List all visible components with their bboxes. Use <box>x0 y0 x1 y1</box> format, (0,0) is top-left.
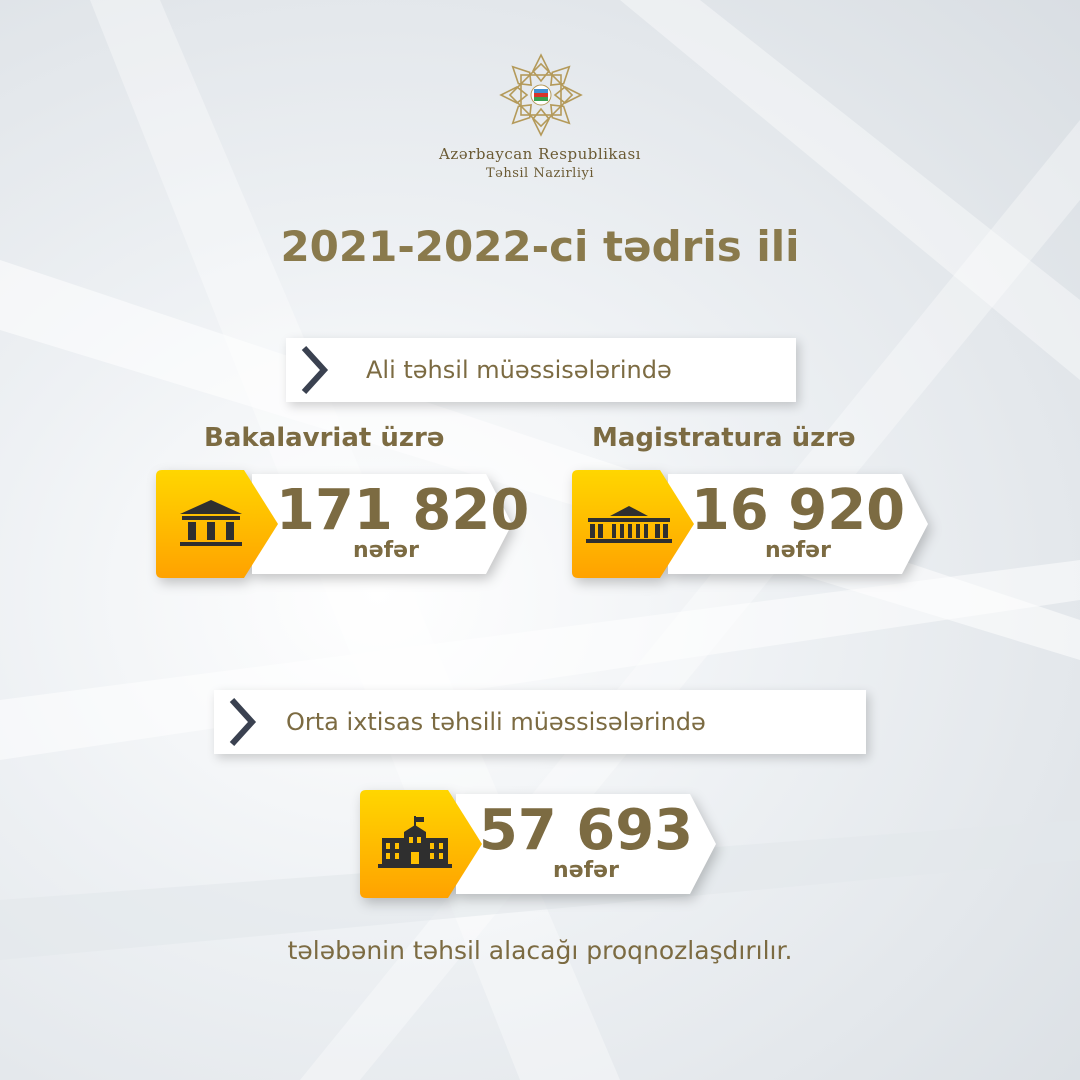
bachelor-stat-card <box>156 470 530 578</box>
vocational-count: 57 693 <box>478 798 694 863</box>
ministry-emblem-logo <box>498 52 584 138</box>
ministry-name-line1: Azərbaycan Respublikası <box>439 145 641 163</box>
footer-note: tələbənin təhsil alacağı proqnozlaşdırılır. <box>287 936 793 965</box>
master-count: 16 920 <box>690 478 906 543</box>
ministry-name-line2: Təhsil Nazirliyi <box>485 166 595 181</box>
chevron-right-icon <box>224 696 258 748</box>
master-label: Magistratura üzrə <box>592 423 856 453</box>
ministry-name <box>340 144 740 184</box>
pillared-building-icon <box>176 498 246 550</box>
vocational-stat-card <box>360 790 720 898</box>
school-building-icon <box>378 816 452 868</box>
master-unit: nəfər <box>765 538 831 563</box>
bachelor-count: 171 820 <box>276 478 530 543</box>
higher-education-section-bar <box>286 338 796 402</box>
university-building-icon <box>586 504 672 544</box>
vocational-education-section-bar <box>214 690 866 754</box>
academic-year-title: 2021-2022-ci tədris ili <box>280 222 800 271</box>
higher-education-section-title: Ali təhsil müəssisələrində <box>366 356 672 384</box>
bachelor-unit: nəfər <box>353 538 419 563</box>
vocational-unit: nəfər <box>553 858 619 883</box>
bachelor-label: Bakalavriat üzrə <box>204 423 445 453</box>
master-stat-card <box>572 470 932 578</box>
vocational-education-section-title: Orta ixtisas təhsili müəssisələrində <box>286 708 706 736</box>
chevron-right-icon <box>296 344 330 396</box>
